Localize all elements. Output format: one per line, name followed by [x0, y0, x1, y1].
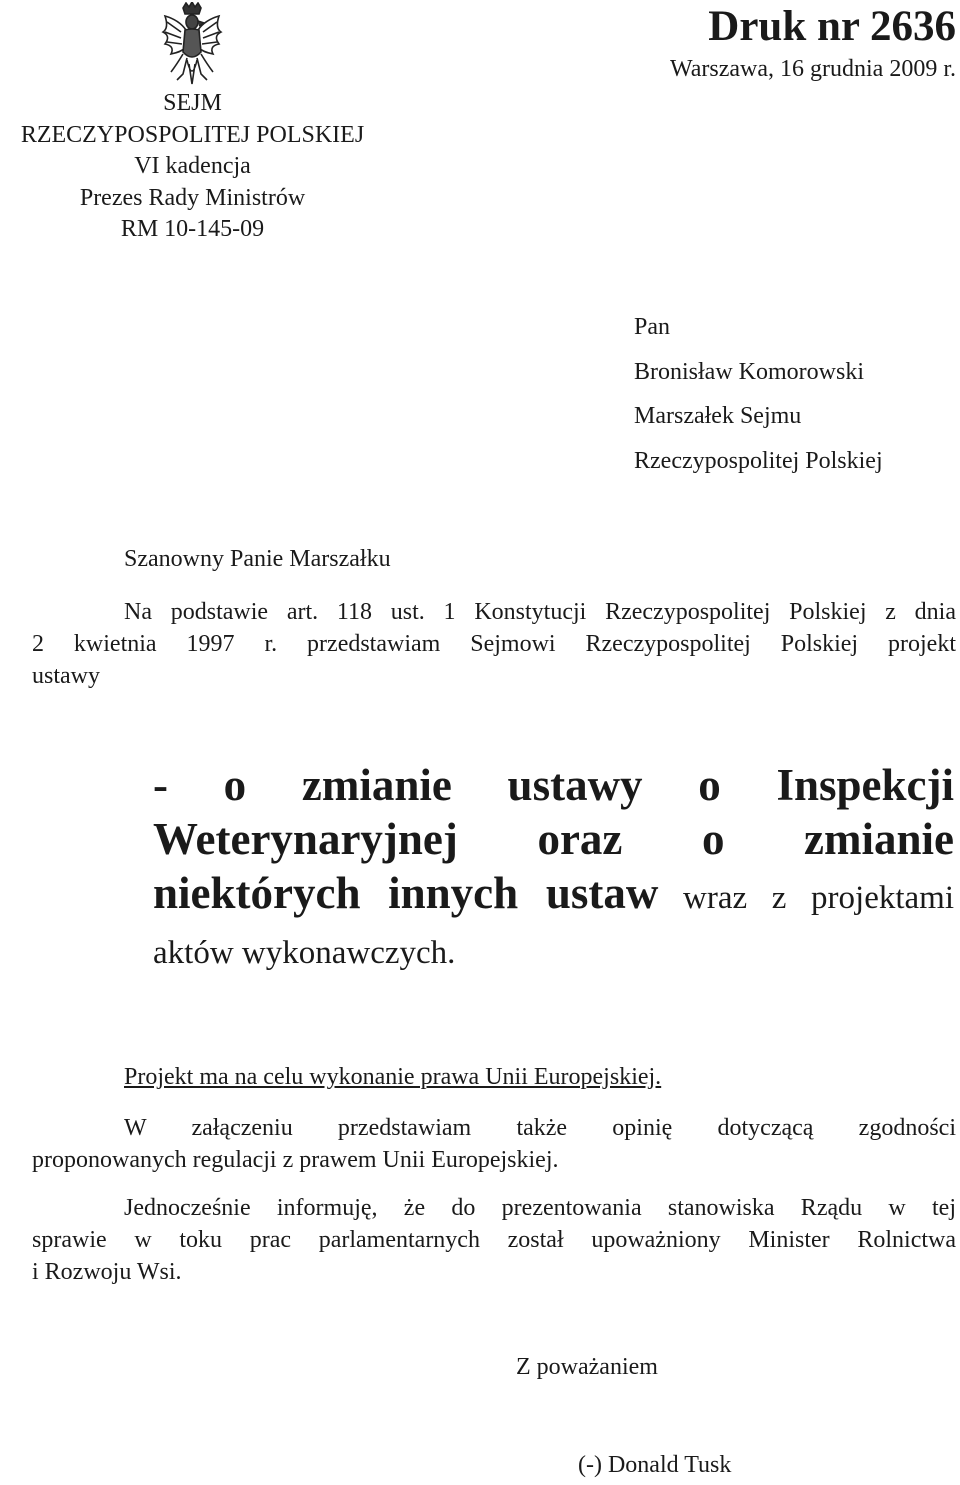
- polish-eagle-emblem-icon: [157, 2, 227, 86]
- institution-line: VI kadencja: [134, 153, 251, 179]
- bill-title-rest: wraz z projektami: [658, 880, 954, 916]
- institution-line: SEJM: [163, 90, 222, 116]
- bill-title-line: [153, 866, 954, 925]
- salutation: Szanowny Panie Marszałku: [124, 546, 391, 572]
- institution-line: RZECZYPOSPOLITEJ POLSKIEJ: [20, 121, 365, 148]
- signature: (-) Donald Tusk: [578, 1452, 732, 1478]
- closing: Z poważaniem: [516, 1354, 658, 1380]
- authorization-paragraph: [32, 1192, 956, 1288]
- intro-paragraph: [32, 596, 956, 692]
- eu-purpose-statement: Projekt ma na celu wykonanie prawa Unii Europejskiej.: [124, 1064, 662, 1090]
- paragraph-line: i Rozwoju Wsi.: [32, 1259, 182, 1285]
- addressee-line: Bronisław Komorowski: [634, 358, 864, 385]
- institution-block: [0, 88, 385, 246]
- paragraph-line: Jednocześnie informuję, że do prezentowania stanowiska Rządu w tej: [124, 1195, 956, 1221]
- print-number: Druk nr 2636: [708, 3, 956, 50]
- addressee-line: Marszałek Sejmu: [634, 403, 802, 429]
- paragraph-line: W załączeniu przedstawiam także opinię dotyczącą zgodności: [124, 1115, 956, 1141]
- bill-title-line: aktów wykonawczych.: [153, 935, 456, 971]
- addressee-line: Rzeczypospolitej Polskiej: [634, 447, 883, 474]
- paragraph-line: proponowanych regulacji z prawem Unii Europejskiej.: [32, 1147, 559, 1173]
- bill-title-bold: niektórych innych ustaw: [153, 868, 659, 918]
- bill-title: [153, 758, 954, 981]
- institution-line: RM 10-145-09: [120, 216, 265, 242]
- institution-line: Prezes Rady Ministrów: [79, 184, 306, 211]
- paragraph-line: sprawie w toku prac parlamentarnych został upoważniony Minister Rolnictwa: [32, 1227, 956, 1253]
- paragraph-line: 2 kwietnia 1997 r. przedstawiam Sejmowi Rzeczypospolitej Polskiej projekt: [32, 631, 956, 657]
- bill-title-line: - o zmianie ustawy o Inspekcji: [153, 760, 954, 810]
- place-date: Warszawa, 16 grudnia 2009 r.: [670, 56, 956, 82]
- bill-title-line: Weterynaryjnej oraz o zmianie: [153, 814, 954, 864]
- paragraph-line: Na podstawie art. 118 ust. 1 Konstytucji Rzeczypospolitej Polskiej z dnia: [124, 599, 956, 625]
- addressee-line: Pan: [634, 314, 670, 340]
- attachment-paragraph: [32, 1112, 956, 1176]
- paragraph-line: ustawy: [32, 663, 100, 689]
- addressee-block: [634, 305, 883, 483]
